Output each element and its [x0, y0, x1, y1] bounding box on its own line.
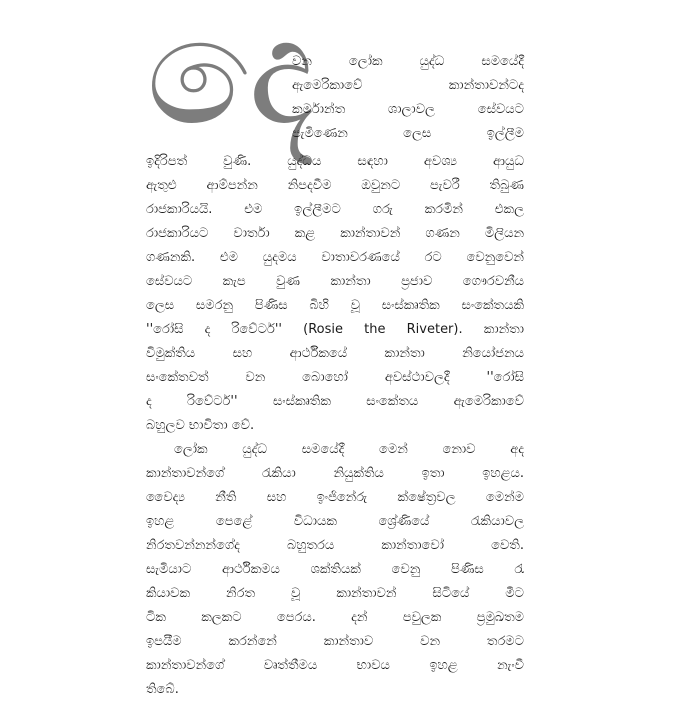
- text-line: ඉපයීම කරන්නේ කාන්තාව වන තරමට: [146, 634, 524, 649]
- text-line: පැමිණෙන ලෙස ඉල්ලීම: [292, 126, 524, 141]
- text-line: විමුක්තිය සහ ආර්ථිකයේ කාන්තා නියෝජනය: [146, 346, 524, 361]
- text-line: බහුලව භාවිතා වේ.: [146, 418, 255, 433]
- text-line: සැමියාට ආර්ථිකමය ශක්තියක් වෙනු පිණිස රැ: [146, 562, 524, 577]
- text-line: සංකේතවත් වන බොහෝ අවස්ථාවලදී ''රෝසි: [146, 370, 524, 385]
- text-line: කාන්තාවන්ගේ රැකියා නියුක්තිය ඉතා ඉහළය.: [146, 466, 524, 481]
- text-line: ඇතුළු ආම්පන්න නිපදවීම ඔවුනට පැවරී තිබුණ: [146, 178, 524, 193]
- body-paragraphs: [146, 150, 524, 702]
- article-column: [146, 0, 524, 697]
- text-line: ඇමෙරිකාවේ කාන්තාවන්ටද: [292, 78, 524, 93]
- text-line: වන ලෝක යුද්ධ සමයේදී: [292, 54, 524, 69]
- text-line: ද රිවේටර්'' සංස්කෘතික සංකේතය ඇමෙරිකාවේ: [146, 394, 524, 409]
- text-line: කාන්තාවන්ගේ වෘත්තීමය භාවය ඉහළ නැංවී: [146, 658, 524, 673]
- text-line: රාජකාරියයි. එම ඉල්ලීමට ගරු කරමින් එකල: [146, 202, 524, 217]
- text-line: ඉදිරිපත් වුණි. යුද්ධය සඳහා අවශ්‍ය ආයුධ: [146, 154, 524, 169]
- text-line: රාජකාරියට වාර්තා කළ කාන්තාවන් ගණන මිලියන: [146, 226, 524, 241]
- text-line: ඉහළ පෙළේ විධායක ශ්‍රේණියේ රැකියාවල: [146, 514, 524, 529]
- text-line: කර්මාන්ත ශාලාවල සේවයට: [292, 102, 524, 117]
- drop-cap: දෙ: [146, 0, 309, 159]
- text-line: කියාවක නිරත වූ කාන්තාවන් සිටියේ මීට: [146, 586, 524, 601]
- text-line: වෛද්‍ය නීති සහ ඉංජිනේරු ක්ෂේත්‍රවල මෙන්ම: [146, 490, 524, 505]
- text-line: ලෝක යුද්ධ සමයේදී මෙන් නොව අද: [174, 442, 524, 457]
- text-line: ලෙස සමරනු පිණිස බිහි වූ සංස්කෘතික සංකේතයකි: [146, 298, 524, 313]
- text-line: ගණනකි. එම යුදමය වාතාවරණයේ රට වෙනුවෙන්: [146, 250, 524, 265]
- text-line: නිරතවන්නන්ගේද බහුතරය කාන්තාවෝ වෙති.: [146, 538, 524, 553]
- text-line: සේවයට කැප වුණ කාන්තා ප්‍රජාව ගෞරවනීය: [146, 274, 524, 289]
- lead-paragraph: [292, 50, 524, 146]
- text-line: ''රෝසි ද රිවේටර්'' (Rosie the Riveter). කාන්තා: [146, 322, 524, 337]
- text-line: තිබේ.: [146, 682, 179, 697]
- text-line: ටික කලකට පෙරය. දන් පවුලක ප්‍රමුඛතම: [146, 610, 524, 625]
